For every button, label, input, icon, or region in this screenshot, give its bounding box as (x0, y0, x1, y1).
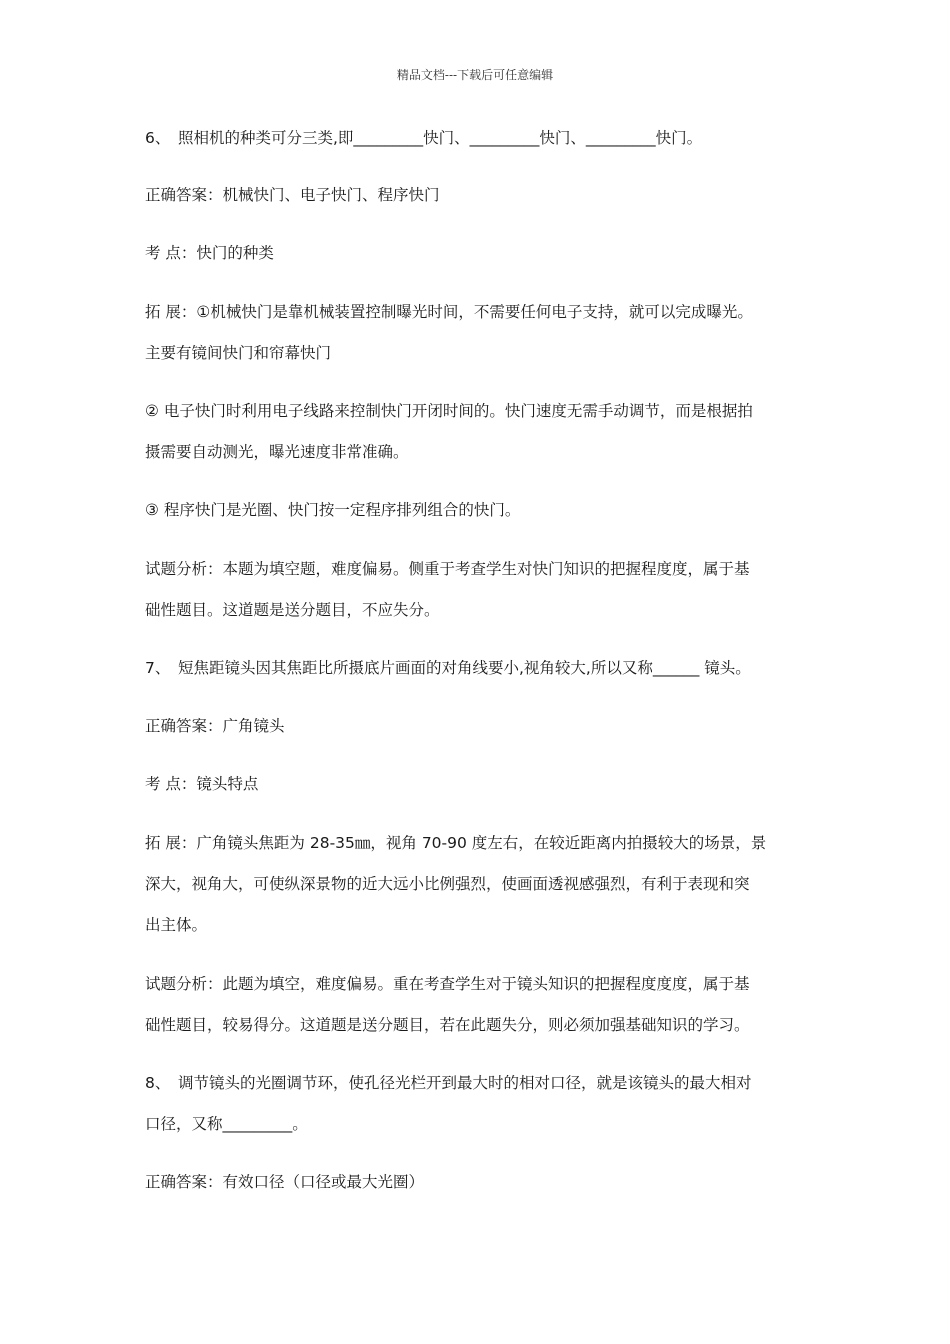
question-number: 6、 (145, 129, 171, 147)
question-text: 调节镜头的光圈调节环，使孔径光栏开到最大时的相对口径，就是该镜头的最大相对 (178, 1074, 752, 1092)
question-number: 8、 (145, 1074, 171, 1092)
page-header: 精品文档---下载后可任意编辑 (396, 68, 554, 82)
key-point-7: 考 点：镜头特点 (145, 775, 259, 793)
analysis-7-line-2: 础性题目，较易得分。这道题是送分题目，若在此题失分，则必须加强基础知识的学习。 (145, 1016, 750, 1034)
extension-6-line-1: 拓 展：①机械快门是靠机械装置控制曝光时间，不需要任何电子支持，就可以完成曝光。 (145, 303, 753, 321)
extension-7-line-3: 出主体。 (145, 916, 208, 934)
question-text: 短焦距镜头因其焦距比所摄底片画面的对角线要小,视角较大,所以又称______ 镜头。 (178, 659, 751, 677)
answer-8: 正确答案：有效口径（口径或最大光圈） (145, 1173, 425, 1191)
question-8-line-1 (145, 1073, 810, 1093)
question-text: 照相机的种类可分三类,即_________快门、_________快门、_________快门。 (178, 129, 703, 147)
answer-6: 正确答案：机械快门、电子快门、程序快门 (145, 186, 440, 204)
analysis-6-line-2: 础性题目。这道题是送分题目，不应失分。 (145, 601, 440, 619)
question-6 (145, 128, 810, 148)
analysis-7-line-1: 试题分析：此题为填空，难度偏易。重在考查学生对于镜头知识的把握程度度度，属于基 (145, 975, 750, 993)
extension-7-line-1: 拓 展：广角镜头焦距为 28-35㎜，视角 70-90 度左右，在较近距离内拍摄较大的场景，景 (145, 834, 767, 852)
answer-7: 正确答案：广角镜头 (145, 717, 285, 735)
extension-7-line-2: 深大，视角大，可使纵深景物的近大远小比例强烈，使画面透视感强烈，有利于表现和突 (145, 875, 750, 893)
extension-6-line-2: 主要有镜间快门和帘幕快门 (145, 344, 332, 362)
question-7 (145, 658, 810, 678)
extension-6-line-3: ② 电子快门时利用电子线路来控制快门开闭时间的。快门速度无需手动调节，而是根据拍 (145, 402, 753, 420)
question-8-line-2: 口径，又称_________。 (145, 1115, 308, 1133)
extension-6-line-4: 摄需要自动测光，曝光速度非常准确。 (145, 443, 409, 461)
extension-6-line-5: ③ 程序快门是光圈、快门按一定程序排列组合的快门。 (145, 501, 521, 519)
key-point-6: 考 点：快门的种类 (145, 244, 274, 262)
analysis-6-line-1: 试题分析：本题为填空题，难度偏易。侧重于考查学生对快门知识的把握程度度，属于基 (145, 560, 750, 578)
question-number: 7、 (145, 659, 171, 677)
